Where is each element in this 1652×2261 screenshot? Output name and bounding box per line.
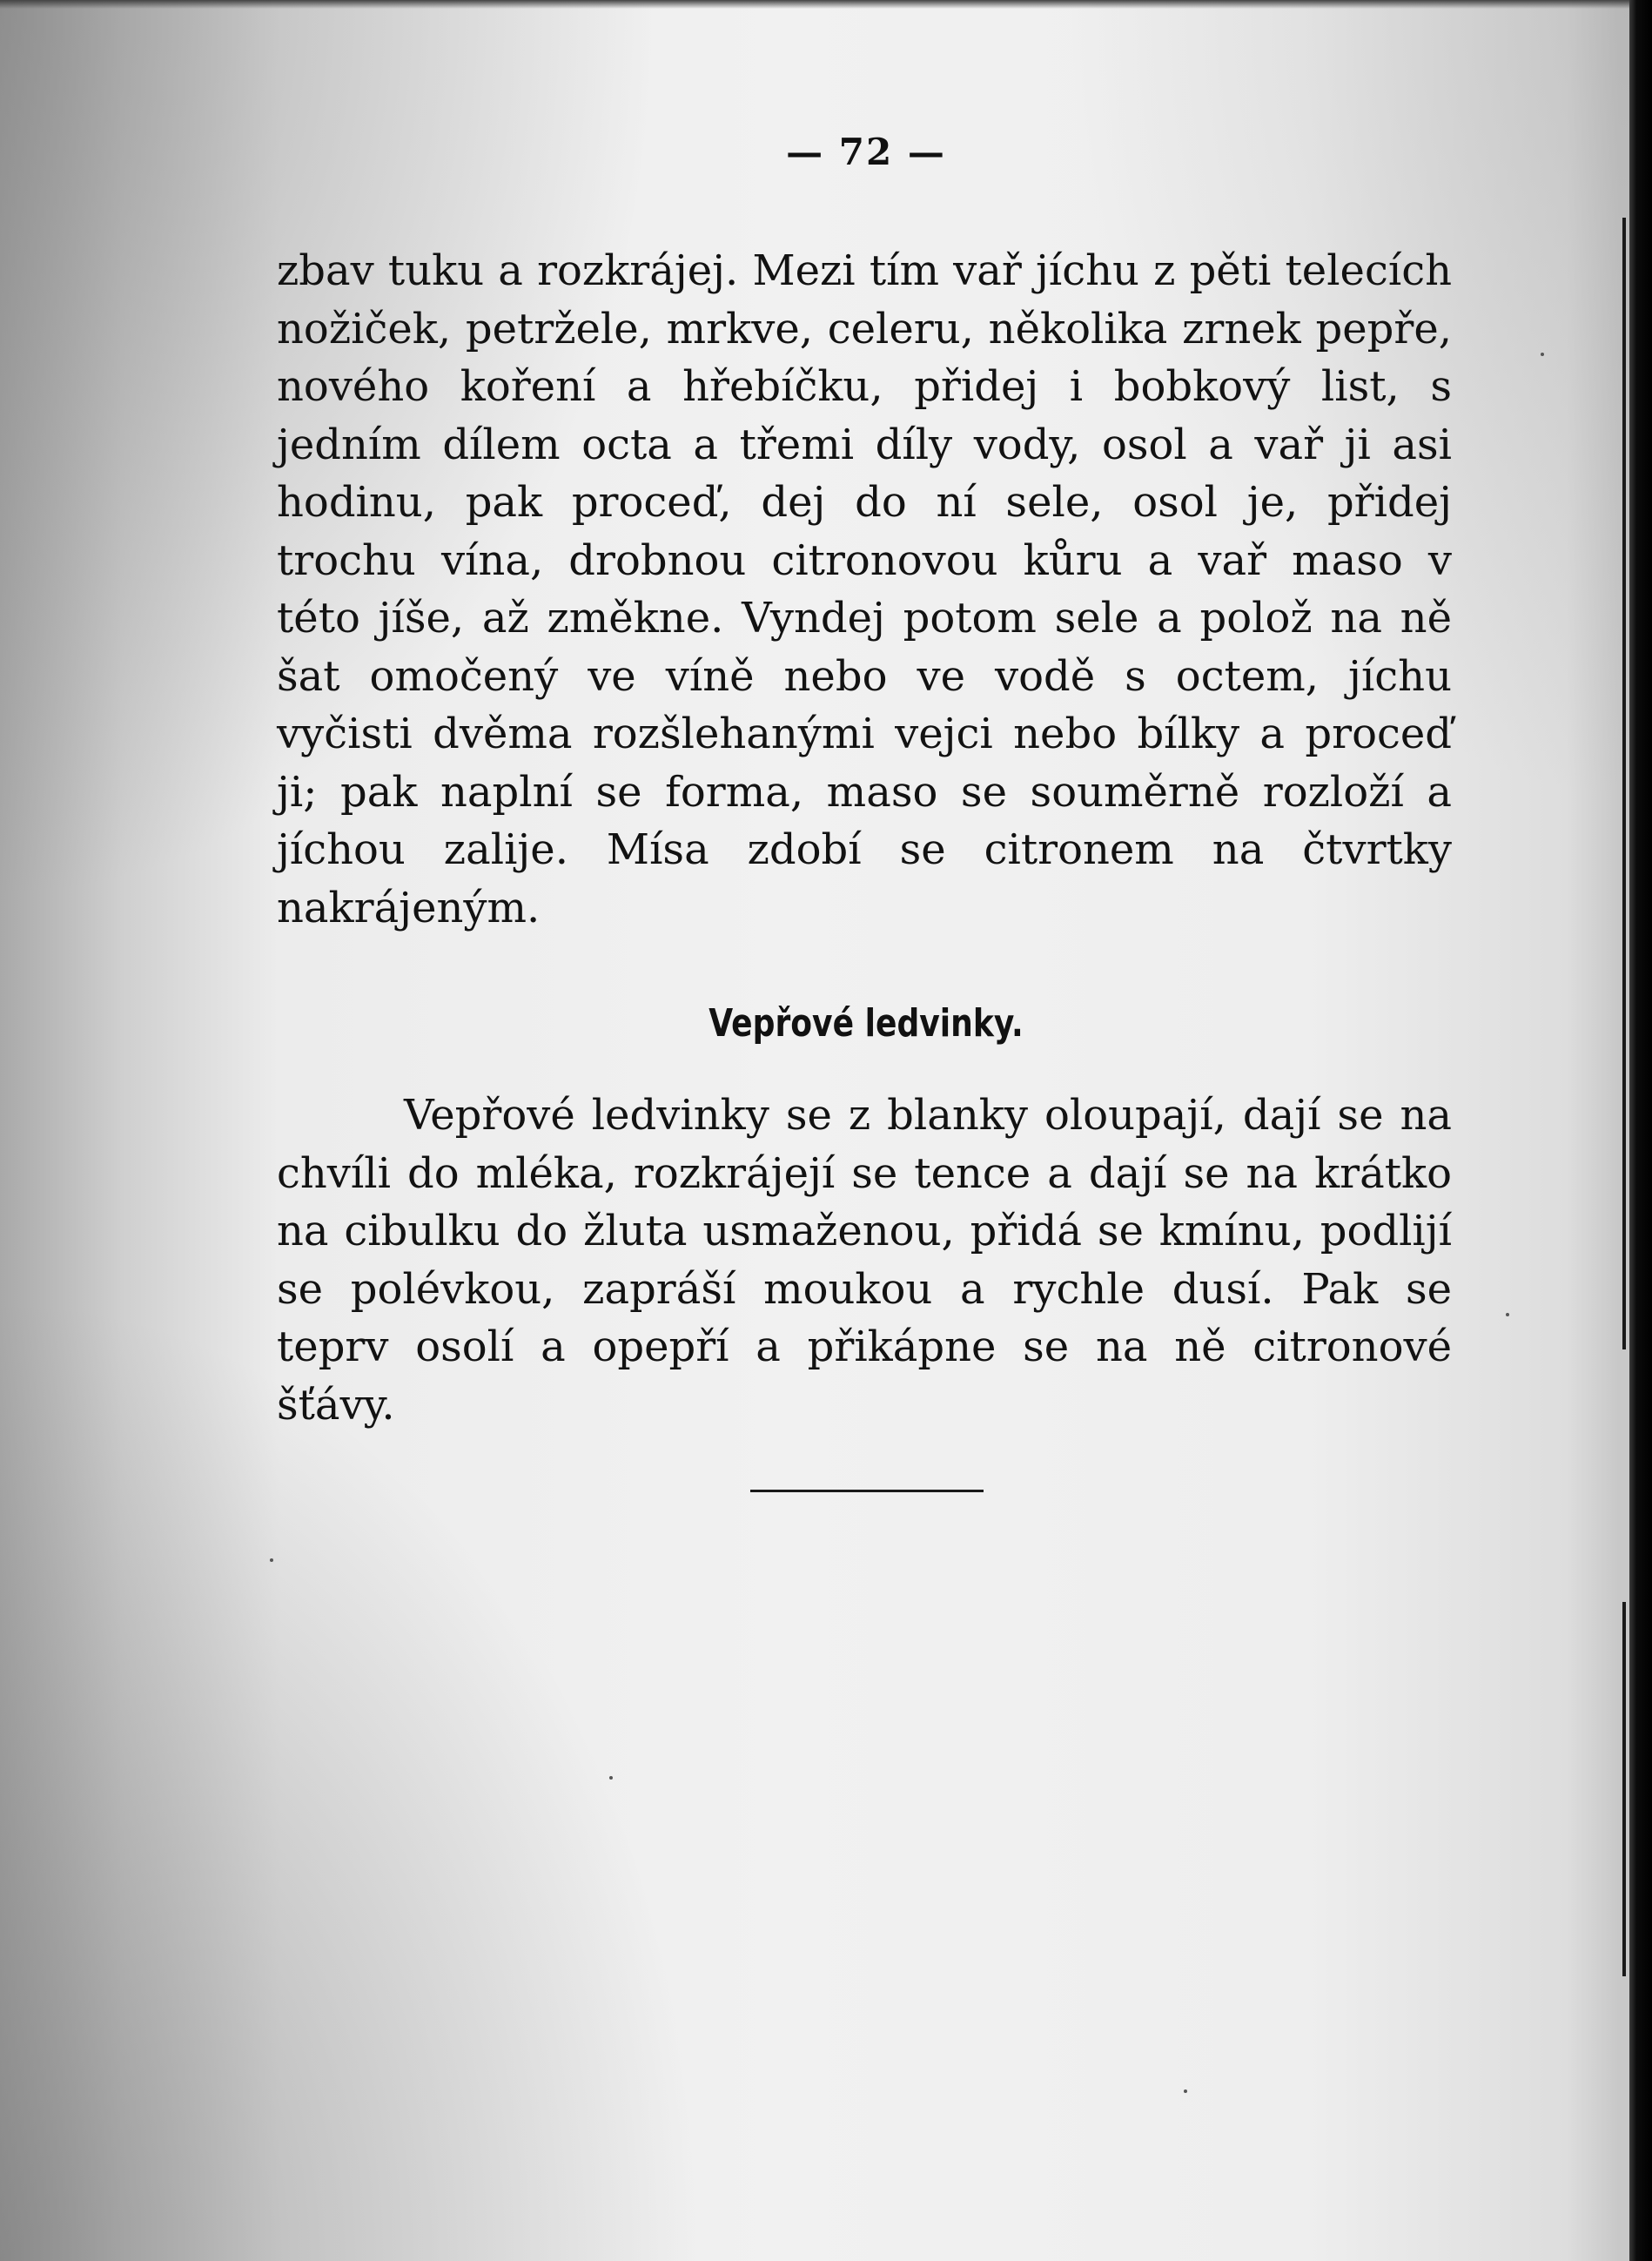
print-speck [1184,2089,1187,2093]
book-spine-edge [1629,0,1652,2261]
recipe-title: Vepřové ledvinky. [708,1001,1024,1046]
print-speck [609,1776,613,1780]
print-speck [1506,1313,1509,1316]
recipe-paragraph: Vepřové ledvinky se z blanky oloupají, dají se na chvíli do mléka, rozkrájejí se tence a dají se na krátko na cibulku do žluta usmaženou, přidá se kmínu, podlijí se polévkou, zapráší moukou a rychle dusí. Pak se teprv osolí a opepří a přikápne se na ně citronové šťávy. [277,1091,1452,1430]
print-speck [270,1558,273,1562]
spine-binding-line [1622,1602,1626,1976]
section-end-rule [750,1490,984,1492]
spine-binding-line [1622,218,1626,1349]
top-scan-edge [0,0,1652,9]
page-number: — 72 — [786,131,946,173]
print-speck [1541,353,1544,356]
continuation-paragraph: zbav tuku a rozkrájej. Mezi tím vař jíchu z pěti telecích nožiček, petržele, mrkve, celeru, několika zrnek pepře, nového koření a hřebíčku, přidej i bobkový list, s jedním dílem octa a třemi díly vody, osol a vař ji asi hodinu, pak proceď, dej do ní sele, osol je, přidej trochu vína, drobnou citronovou kůru a vař maso v této jíše, až změkne. Vyndej potom sele a polož na ně šat omočený ve víně nebo ve vodě s octem, jíchu vyčisti dvěma rozšlehanými vejci nebo bílky a proceď ji; pak naplní se forma, maso se souměrně rozloží a jíchou zalije. Mísa zdobí se citronem na čtvrtky nakrájeným. [277,246,1452,932]
